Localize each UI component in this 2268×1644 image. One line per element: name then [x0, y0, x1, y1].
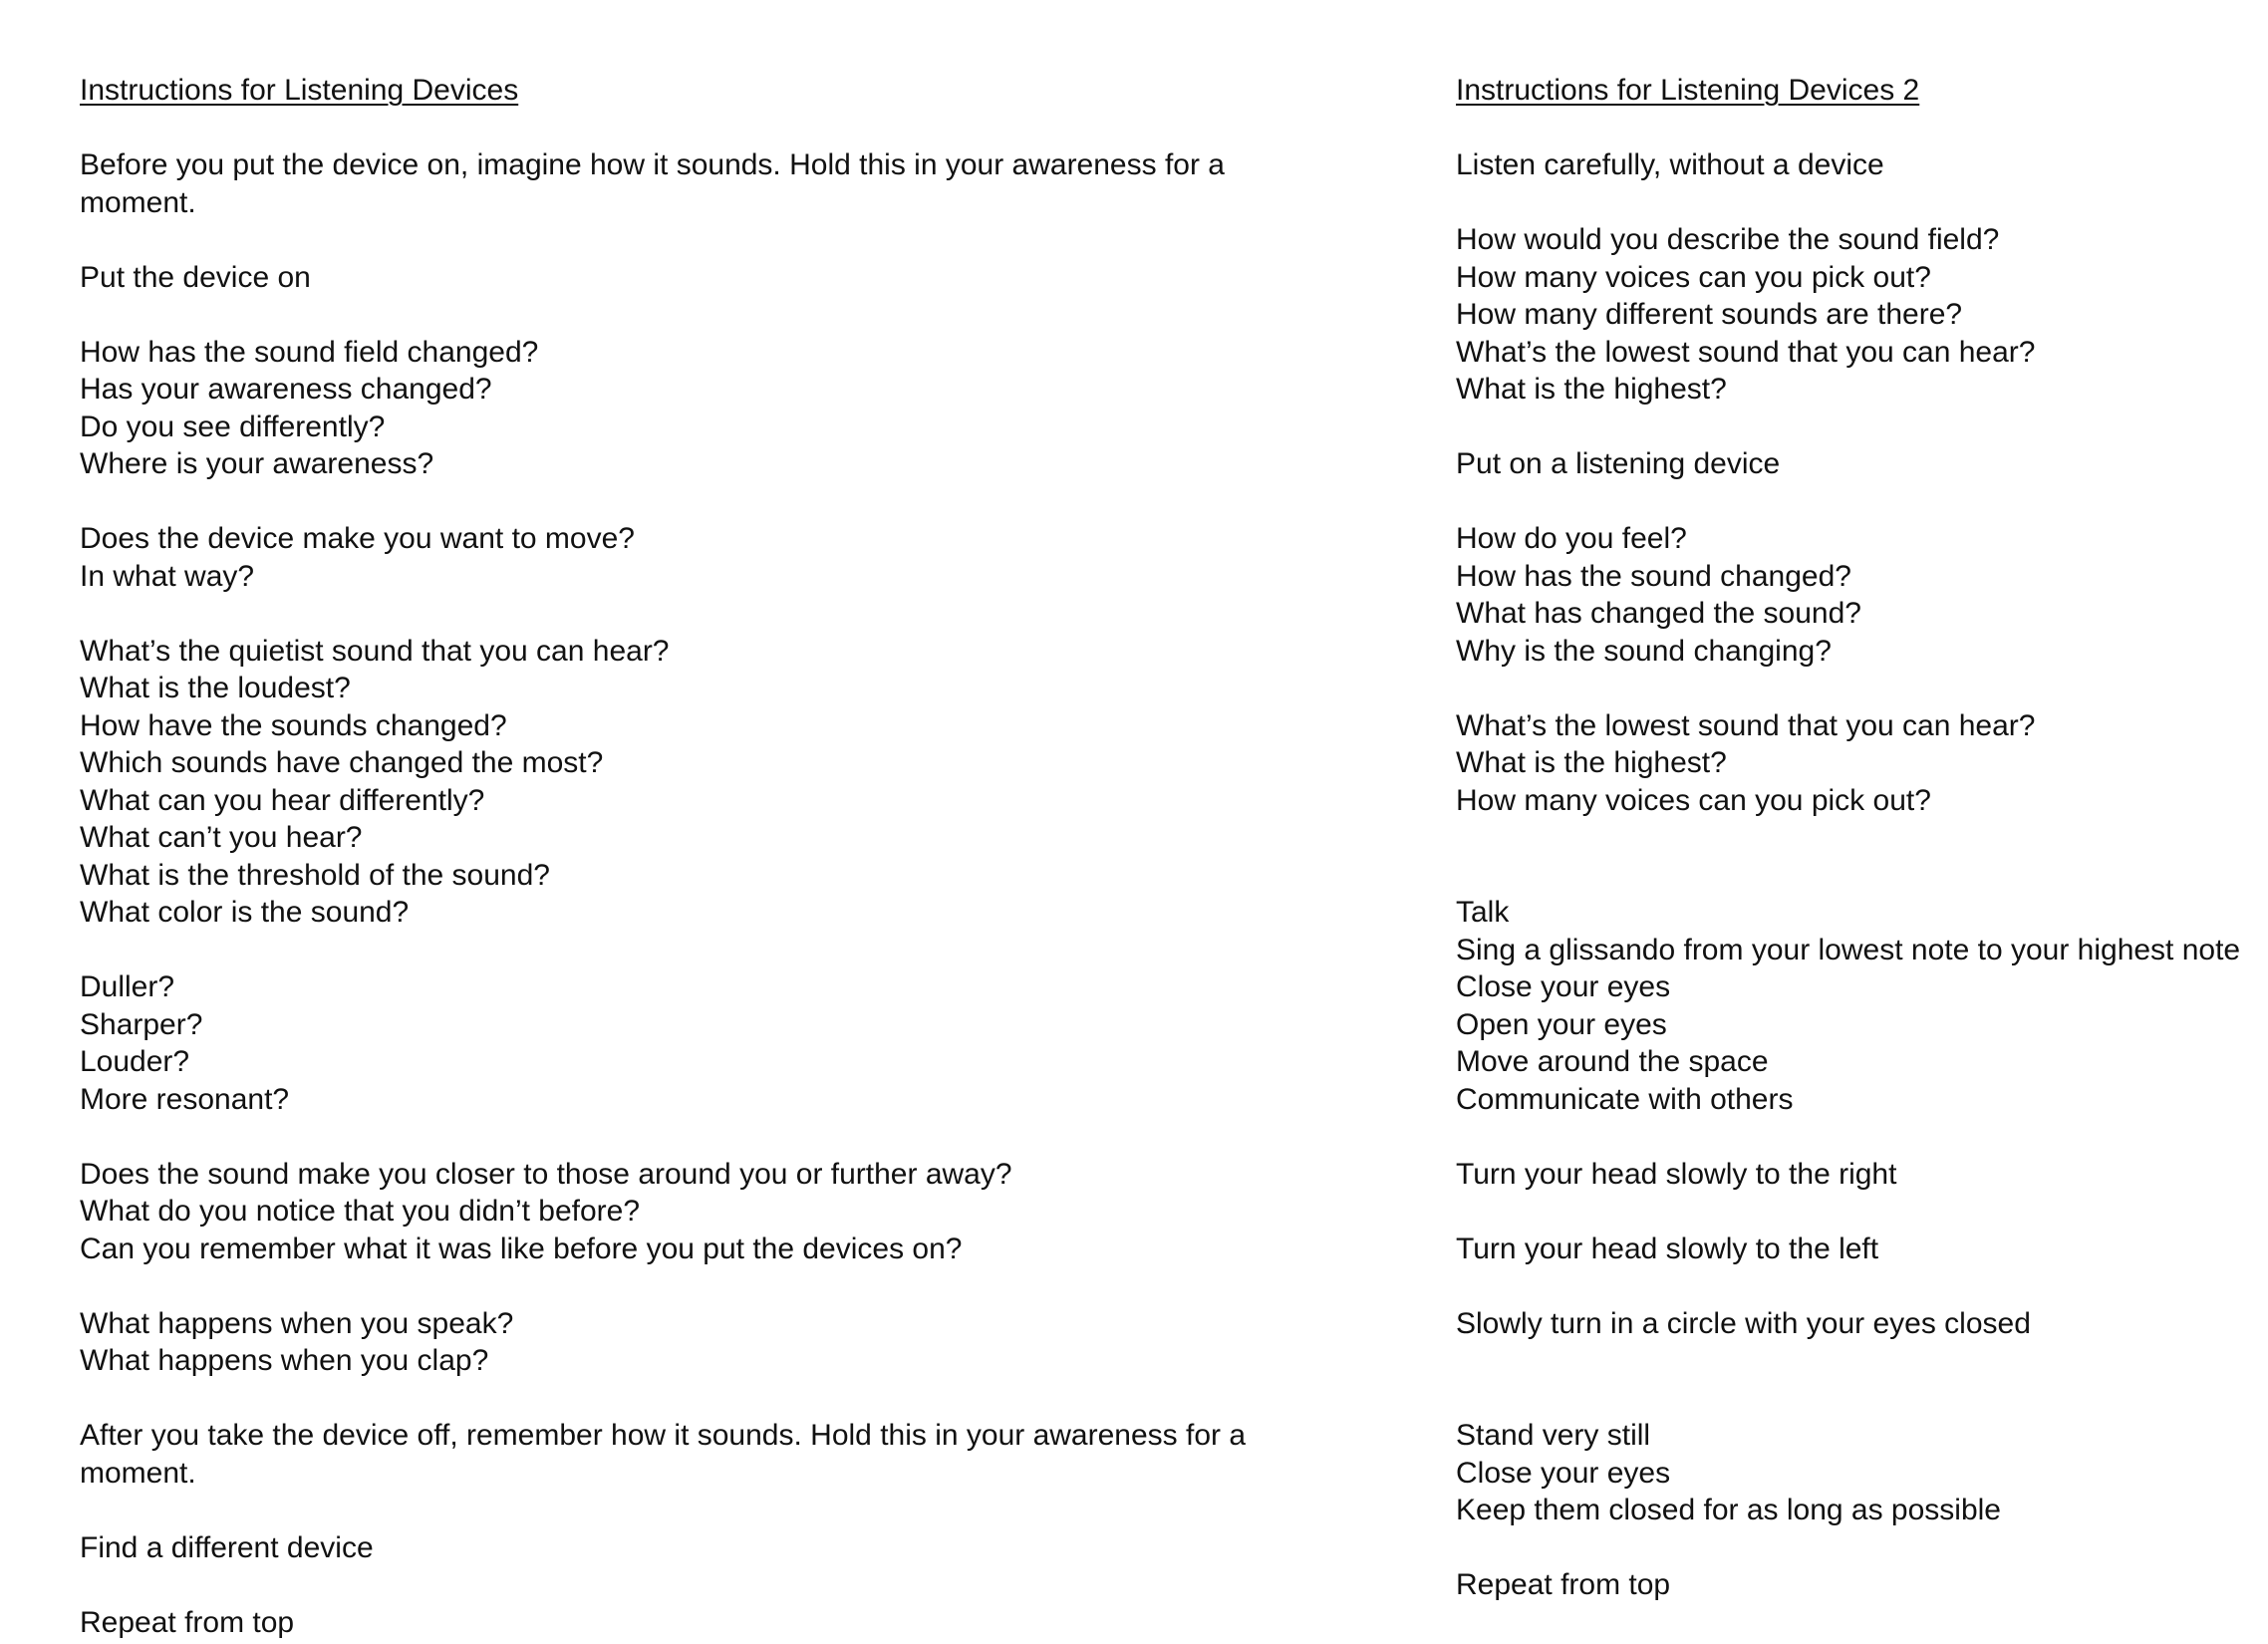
right-block-stand-still: [1456, 1417, 2253, 1529]
right-line: Close your eyes: [1456, 1456, 1671, 1490]
right-line: Why is the sound changing?: [1456, 634, 1832, 668]
right-block-talk: [1456, 894, 2253, 1118]
right-block-listen: [1456, 146, 2253, 184]
right-line: Move around the space: [1456, 1045, 1769, 1078]
left-line: Do you see differently?: [80, 410, 386, 443]
right-block-lowest: [1456, 707, 2253, 820]
right-line: How would you describe the sound field?: [1456, 223, 2000, 256]
right-block-circle: [1456, 1305, 2253, 1343]
right-block-feel: [1456, 520, 2253, 670]
right-line: Put on a listening device: [1456, 447, 1781, 480]
right-line: What’s the lowest sound that you can hear?: [1456, 708, 2036, 742]
right-line: What is the highest?: [1456, 746, 1727, 779]
right-line: Communicate with others: [1456, 1082, 1794, 1116]
left-block-move: [80, 520, 1276, 595]
right-line: Slowly turn in a circle with your eyes closed: [1456, 1306, 2031, 1340]
left-line: How has the sound field changed?: [80, 335, 539, 369]
left-line: Does the sound make you closer to those around you or further away?: [80, 1157, 1012, 1191]
left-line: Put the device on: [80, 260, 311, 294]
right-line: Open your eyes: [1456, 1007, 1667, 1041]
right-line: Talk: [1456, 896, 1510, 929]
left-paragraph-before: Before you put the device on, imagine how it sounds. Hold this in your awareness for a moment.: [80, 148, 1225, 219]
right-line: Keep them closed for as long as possible: [1456, 1494, 2001, 1526]
left-line: How have the sounds changed?: [80, 708, 507, 742]
right-block-sound-field: [1456, 221, 2253, 409]
right-instructions-column: [1456, 72, 2253, 1604]
right-block-turn-left: [1456, 1231, 2253, 1268]
left-block-before: [80, 146, 1276, 221]
left-line: Does the device make you want to move?: [80, 522, 635, 555]
right-line: How many different sounds are there?: [1456, 298, 1963, 331]
right-block-repeat: [1456, 1566, 2253, 1604]
left-line: What happens when you clap?: [80, 1344, 489, 1377]
left-line: What can’t you hear?: [80, 821, 363, 854]
left-instructions-column: [80, 72, 1276, 1641]
right-line: Repeat from top: [1456, 1568, 1671, 1601]
right-line: How many voices can you pick out?: [1456, 783, 1931, 817]
left-line: What do you notice that you didn’t before?: [80, 1195, 641, 1228]
right-line: What is the highest?: [1456, 373, 1727, 406]
left-block-repeat: [80, 1604, 1276, 1642]
right-line: Close your eyes: [1456, 970, 1671, 1003]
right-line: How has the sound changed?: [1456, 559, 1851, 593]
left-block-qualities: [80, 968, 1276, 1118]
right-block-put-on: [1456, 445, 2253, 483]
left-line: Louder?: [80, 1045, 190, 1078]
left-line: What is the loudest?: [80, 672, 351, 704]
left-line: More resonant?: [80, 1082, 290, 1116]
left-line: Sharper?: [80, 1007, 203, 1041]
left-line: What’s the quietist sound that you can hear?: [80, 634, 670, 668]
left-line: In what way?: [80, 559, 255, 593]
right-line: Listen carefully, without a device: [1456, 148, 1884, 181]
left-line: Repeat from top: [80, 1605, 295, 1639]
left-line: What is the threshold of the sound?: [80, 858, 550, 892]
left-paragraph-after: After you take the device off, remember how it sounds. Hold this in your awareness for a moment.: [80, 1419, 1247, 1490]
left-block-put-on: [80, 259, 1276, 297]
right-line: How many voices can you pick out?: [1456, 260, 1931, 294]
left-line: What can you hear differently?: [80, 783, 485, 817]
right-line: Turn your head slowly to the right: [1456, 1157, 1897, 1191]
left-line: Has your awareness changed?: [80, 373, 492, 406]
left-block-sound-field: [80, 334, 1276, 483]
left-line: Can you remember what it was like before you put the devices on?: [80, 1232, 963, 1265]
right-column-title: Instructions for Listening Devices 2: [1456, 74, 1920, 107]
right-line: What’s the lowest sound that you can hear?: [1456, 335, 2036, 369]
left-line: What happens when you speak?: [80, 1306, 514, 1340]
left-block-different: [80, 1529, 1276, 1567]
left-line: Duller?: [80, 970, 175, 1003]
left-block-closer: [80, 1156, 1276, 1268]
left-line: Where is your awareness?: [80, 447, 434, 480]
right-line: Stand very still: [1456, 1419, 1651, 1452]
left-line: Find a different device: [80, 1530, 374, 1564]
right-line: Sing a glissando from your lowest note to your highest note: [1456, 933, 2241, 966]
right-block-turn-right: [1456, 1156, 2253, 1194]
right-line: What has changed the sound?: [1456, 597, 1861, 630]
left-column-title: Instructions for Listening Devices: [80, 74, 519, 107]
left-line: Which sounds have changed the most?: [80, 746, 604, 779]
right-line: Turn your head slowly to the left: [1456, 1232, 1879, 1265]
right-line: How do you feel?: [1456, 522, 1687, 555]
left-block-after: [80, 1417, 1276, 1492]
left-block-speak: [80, 1305, 1276, 1380]
left-block-quietest: [80, 633, 1276, 932]
left-line: What color is the sound?: [80, 896, 410, 929]
